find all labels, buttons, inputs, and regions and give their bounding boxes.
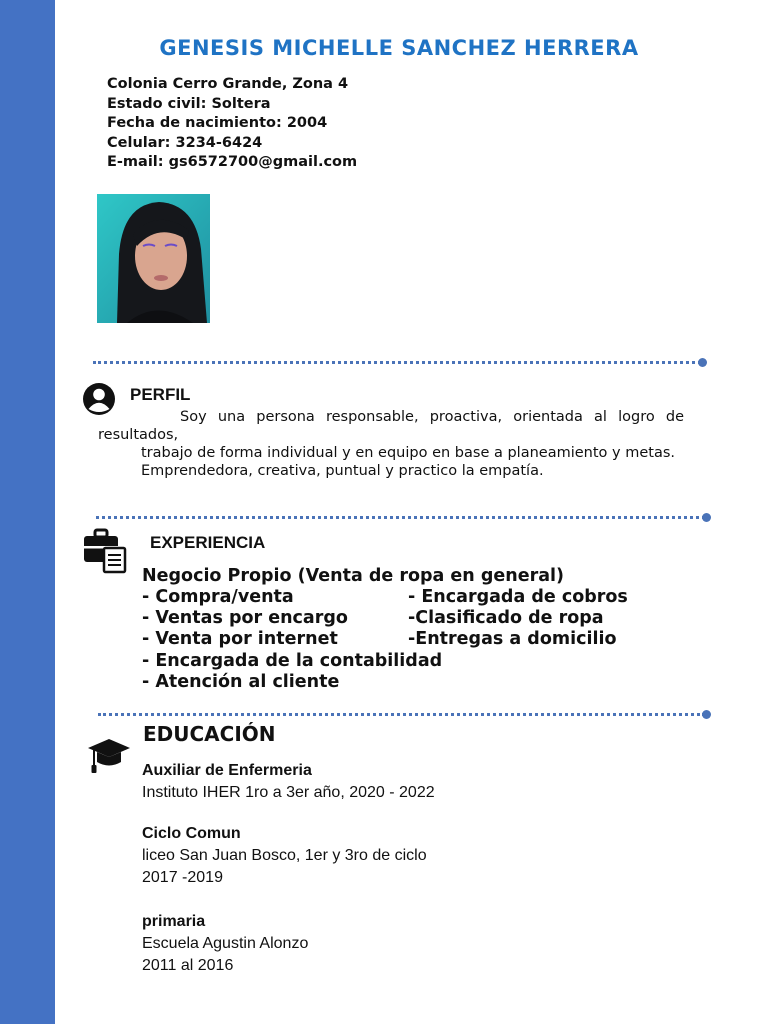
experiencia-item: - Ventas por encargo [142,608,348,629]
educacion-item-title: Ciclo Comun [142,825,241,842]
experiencia-list [142,587,628,693]
candidate-name: GENESIS MICHELLE SANCHEZ HERRERA [159,36,639,60]
educacion-item-line: Escuela Agustin Alonzo [142,935,309,952]
contact-info [107,75,357,173]
experiencia-item: - Encargada de cobros [408,587,628,607]
perfil-paragraph: trabajo de forma individual y en equipo en base a planeamiento y metas. [141,445,675,461]
list-item [142,587,628,608]
educacion-item-line: 2011 al 2016 [142,957,234,974]
educacion-item [142,911,308,977]
left-sidebar-bar [0,0,55,1024]
contact-marital-status: Estado civil: Soltera [107,95,271,112]
list-item [142,608,604,629]
educacion-item-line: 2017 -2019 [142,869,223,886]
section-divider-2 [96,516,705,519]
educacion-section-title: EDUCACIÓN [143,722,276,746]
perfil-section-title: PERFIL [130,385,191,404]
contact-address: Colonia Cerro Grande, Zona 4 [107,76,349,92]
perfil-paragraph: Emprendedora, creativa, puntual y practico la empatía. [141,463,544,479]
experiencia-item: - Compra/venta [142,587,294,607]
contact-email: E-mail: gs6572700@gmail.com [107,154,358,171]
perfil-paragraph: Soy una persona responsable, proactiva, orientada al logro de resultados, [98,409,684,443]
profile-photo [97,194,210,323]
educacion-item [142,823,427,889]
educacion-item-line: Instituto IHER 1ro a 3er año, 2020 - 2022 [142,784,435,801]
section-divider-3 [98,713,705,716]
contact-phone: Celular: 3234-6424 [107,134,263,151]
graduation-cap-icon [86,736,132,780]
educacion-item-line: liceo San Juan Bosco, 1er y 3ro de ciclo [142,847,427,864]
experiencia-item: - Atención al cliente [142,671,340,692]
experiencia-heading: Negocio Propio (Venta de ropa en general) [142,566,564,586]
experiencia-section-title: EXPERIENCIA [150,533,266,552]
contact-birth-year: Fecha de nacimiento: 2004 [107,115,328,132]
experiencia-item: -Entregas a domicilio [408,629,617,650]
educacion-item-title: Auxiliar de Enfermeria [142,762,312,779]
list-item [142,651,442,672]
perfil-text [98,408,684,480]
section-divider-1 [93,361,701,364]
experiencia-item: - Venta por internet [142,629,338,650]
briefcase-document-icon [82,528,128,578]
list-item [142,629,617,650]
educacion-item [142,760,435,804]
experiencia-item: - Encargada de la contabilidad [142,650,443,671]
list-item [142,672,442,693]
educacion-item-title: primaria [142,913,206,930]
experiencia-item: -Clasificado de ropa [408,608,604,629]
